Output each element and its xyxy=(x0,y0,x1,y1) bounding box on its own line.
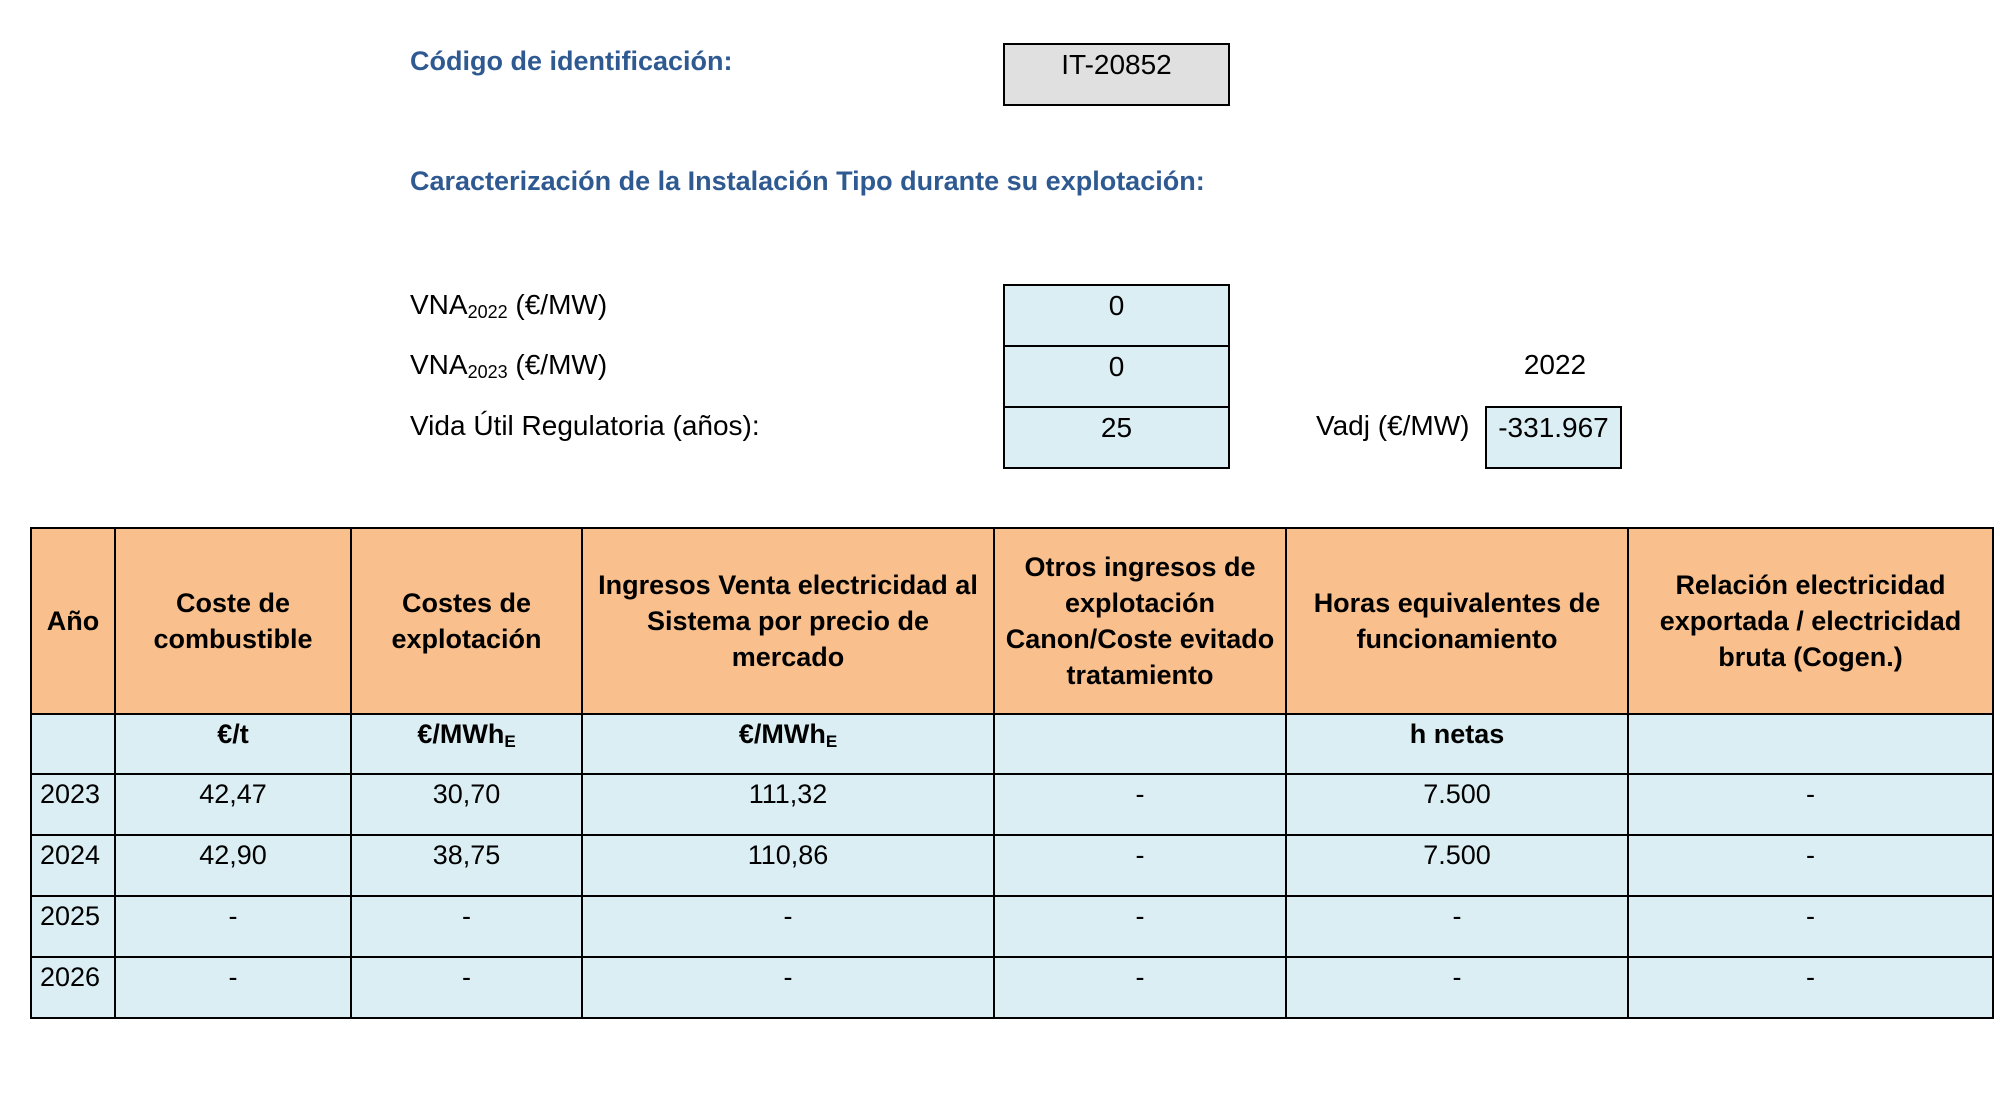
value-cell: 30,70 xyxy=(351,774,582,835)
unit-cell: €/MWhE xyxy=(582,714,994,774)
value-cell: 42,90 xyxy=(115,835,351,896)
header-ano: Año xyxy=(31,528,115,714)
explotacion-table xyxy=(30,527,1994,1019)
vna2022-label: $VNA_{2022}$ (€/MW) xyxy=(410,289,608,322)
unit-cell: h netas xyxy=(1286,714,1628,774)
value-cell: 111,32 xyxy=(582,774,994,835)
header-costes-explotacion: Costes de explotación xyxy=(351,528,582,714)
value-cell: 7.500 xyxy=(1286,774,1628,835)
table-header-row xyxy=(31,528,1993,714)
value-cell: - xyxy=(582,957,994,1018)
unit-cell: €/MWhE xyxy=(351,714,582,774)
vida-util-value: 25 xyxy=(1003,406,1230,469)
unit-cell: €/t xyxy=(115,714,351,774)
table-row xyxy=(31,896,1993,957)
value-cell: 42,47 xyxy=(115,774,351,835)
vadj-label: Vadj (€/MW) xyxy=(1316,410,1470,441)
value-cell: - xyxy=(994,774,1286,835)
value-cell: - xyxy=(582,896,994,957)
year-cell: 2024 xyxy=(31,835,115,896)
table-row xyxy=(31,835,1993,896)
unit-cell xyxy=(994,714,1286,774)
value-cell: - xyxy=(1628,957,1993,1018)
value-cell: - xyxy=(1628,896,1993,957)
value-cell: - xyxy=(115,896,351,957)
year-cell: 2026 xyxy=(31,957,115,1018)
value-cell: - xyxy=(1628,835,1993,896)
header-coste-combustible: Coste de combustible xyxy=(115,528,351,714)
table-units-row xyxy=(31,714,1993,774)
value-cell: - xyxy=(994,896,1286,957)
vna2023-label: $VNA_{2023}$ (€/MW) xyxy=(410,349,608,382)
vna2022-value: 0 xyxy=(1003,284,1230,347)
id-value-box: IT-20852 xyxy=(1003,43,1230,106)
unit-cell xyxy=(1628,714,1993,774)
section-title: Caracterización de la Instalación Tipo durante su explotación: xyxy=(410,166,1205,196)
table-row xyxy=(31,957,1993,1018)
unit-cell xyxy=(31,714,115,774)
value-cell: 110,86 xyxy=(582,835,994,896)
vida-util-label: Vida Útil Regulatoria (años): xyxy=(410,410,760,441)
value-cell: - xyxy=(115,957,351,1018)
value-cell: 38,75 xyxy=(351,835,582,896)
header-otros-ingresos: Otros ingresos de explotación Canon/Coste evitado tratamiento xyxy=(994,528,1286,714)
value-cell: - xyxy=(994,957,1286,1018)
table-row xyxy=(31,774,1993,835)
header-horas-equivalentes: Horas equivalentes de funcionamiento xyxy=(1286,528,1628,714)
header-relacion-electricidad: Relación electricidad exportada / electricidad bruta (Cogen.) xyxy=(1628,528,1993,714)
value-cell: - xyxy=(1628,774,1993,835)
vna2023-value: 0 xyxy=(1003,345,1230,408)
value-cell: - xyxy=(994,835,1286,896)
value-cell: - xyxy=(351,896,582,957)
header-ingresos-venta: Ingresos Venta electricidad al Sistema por precio de mercado xyxy=(582,528,994,714)
year-cell: 2025 xyxy=(31,896,115,957)
id-label: Código de identificación: xyxy=(410,46,733,76)
value-cell: - xyxy=(1286,896,1628,957)
year-cell: 2023 xyxy=(31,774,115,835)
value-cell: - xyxy=(351,957,582,1018)
value-cell: 7.500 xyxy=(1286,835,1628,896)
vadj-value: -331.967 xyxy=(1485,406,1622,469)
reference-year: 2022 xyxy=(1523,349,1587,380)
value-cell: - xyxy=(1286,957,1628,1018)
